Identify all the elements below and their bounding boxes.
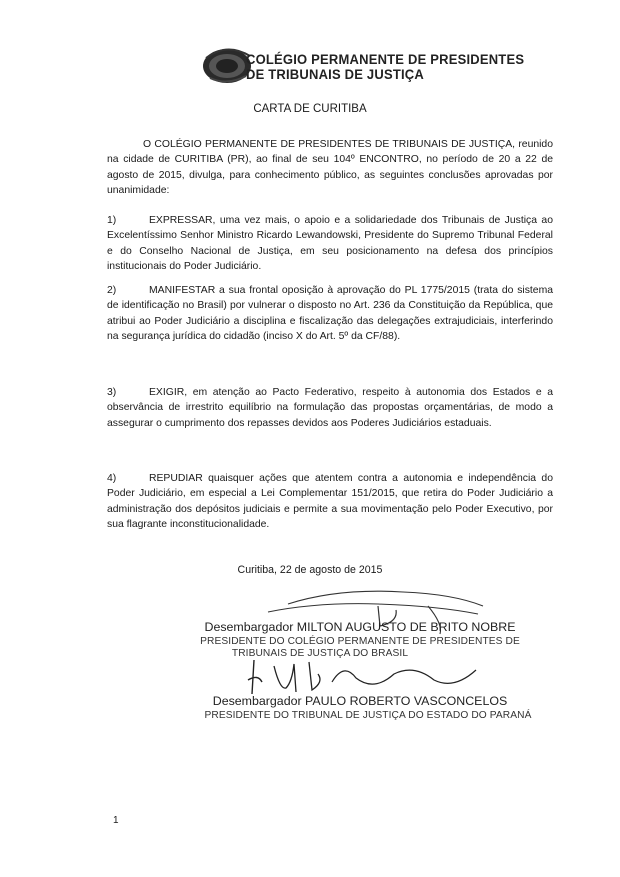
item-text: REPUDIAR quaisquer ações que atentem contra a autonomia e independência do Poder Judiciário, em especial a Lei Complementar 151/2015, que retira do Poder Judiciário a administração dos depósitos judiciais e permite a sua movimentação pelo Poder Executivo, por sua flagrante inconstitucionalidade.: [107, 473, 553, 530]
letterhead-line-2: DE TRIBUNAIS DE JUSTIÇA: [246, 66, 424, 83]
signatory-title: TRIBUNAIS DE JUSTIÇA DO BRASIL: [231, 648, 409, 659]
resolution-item: [107, 471, 553, 532]
date-line: Curitiba, 22 de agosto de 2015: [237, 564, 383, 576]
resolution-item: [107, 385, 553, 431]
item-text: EXIGIR, em atenção ao Pacto Federativo, respeito à autonomia dos Estados e a observância de irrestrito equilíbrio na formulação das propostas orçamentárias, de modo a assegurar o cumprimento dos repasses devidos aos Poderes Judiciários estaduais.: [107, 387, 553, 429]
letterhead-line-1: COLÉGIO PERMANENTE DE PRESIDENTES: [246, 51, 525, 68]
document-title: CARTA DE CURITIBA: [253, 103, 367, 115]
resolution-item: [107, 283, 553, 344]
signatory-title: PRESIDENTE DO COLÉGIO PERMANENTE DE PRESIDENTES DE: [200, 636, 520, 647]
item-text: MANIFESTAR a sua frontal oposição à aprovação do PL 1775/2015 (trata do sistema de identificação no Brasil) por vulnerar o disposto no Art. 236 da Constituição da República, que atribui ao Poder Judiciário a disciplina e fiscalização das delegações extrajudiciais, interferindo na segurança jurídica do cidadão (inciso X do Art. 5º da CF/88).: [107, 285, 553, 342]
resolution-item: [107, 213, 553, 274]
item-number: 3): [107, 387, 117, 398]
item-number: 4): [107, 473, 117, 484]
item-number: 2): [107, 285, 117, 296]
signatory-name: Desembargador PAULO ROBERTO VASCONCELOS: [212, 694, 508, 708]
intro-paragraph: O COLÉGIO PERMANENTE DE PRESIDENTES DE TRIBUNAIS DE JUSTIÇA, reunido na cidade de CURITIBA (PR), ao final de seu 104º ENCONTRO, no período de 20 a 22 de agosto de 2015, divulga, para conhecimento público, as seguintes conclusões aprovadas por unanimidade:: [107, 139, 553, 196]
page-number: 1: [113, 815, 119, 826]
signatory-name: Desembargador MILTON AUGUSTO DE BRITO NOBRE: [204, 620, 516, 634]
signatory-title: PRESIDENTE DO TRIBUNAL DE JUSTIÇA DO ESTADO DO PARANÁ: [204, 710, 532, 721]
item-text: EXPRESSAR, uma vez mais, o apoio e a solidariedade dos Tribunais de Justiça ao Excelentíssimo Senhor Ministro Ricardo Lewandowski, Presidente do Supremo Tribunal Federal e do Conselho Nacional de Justiça, em seu posicionamento na defesa dos princípios institucionais do Poder Judiciário.: [107, 215, 553, 272]
item-number: 1): [107, 215, 117, 226]
